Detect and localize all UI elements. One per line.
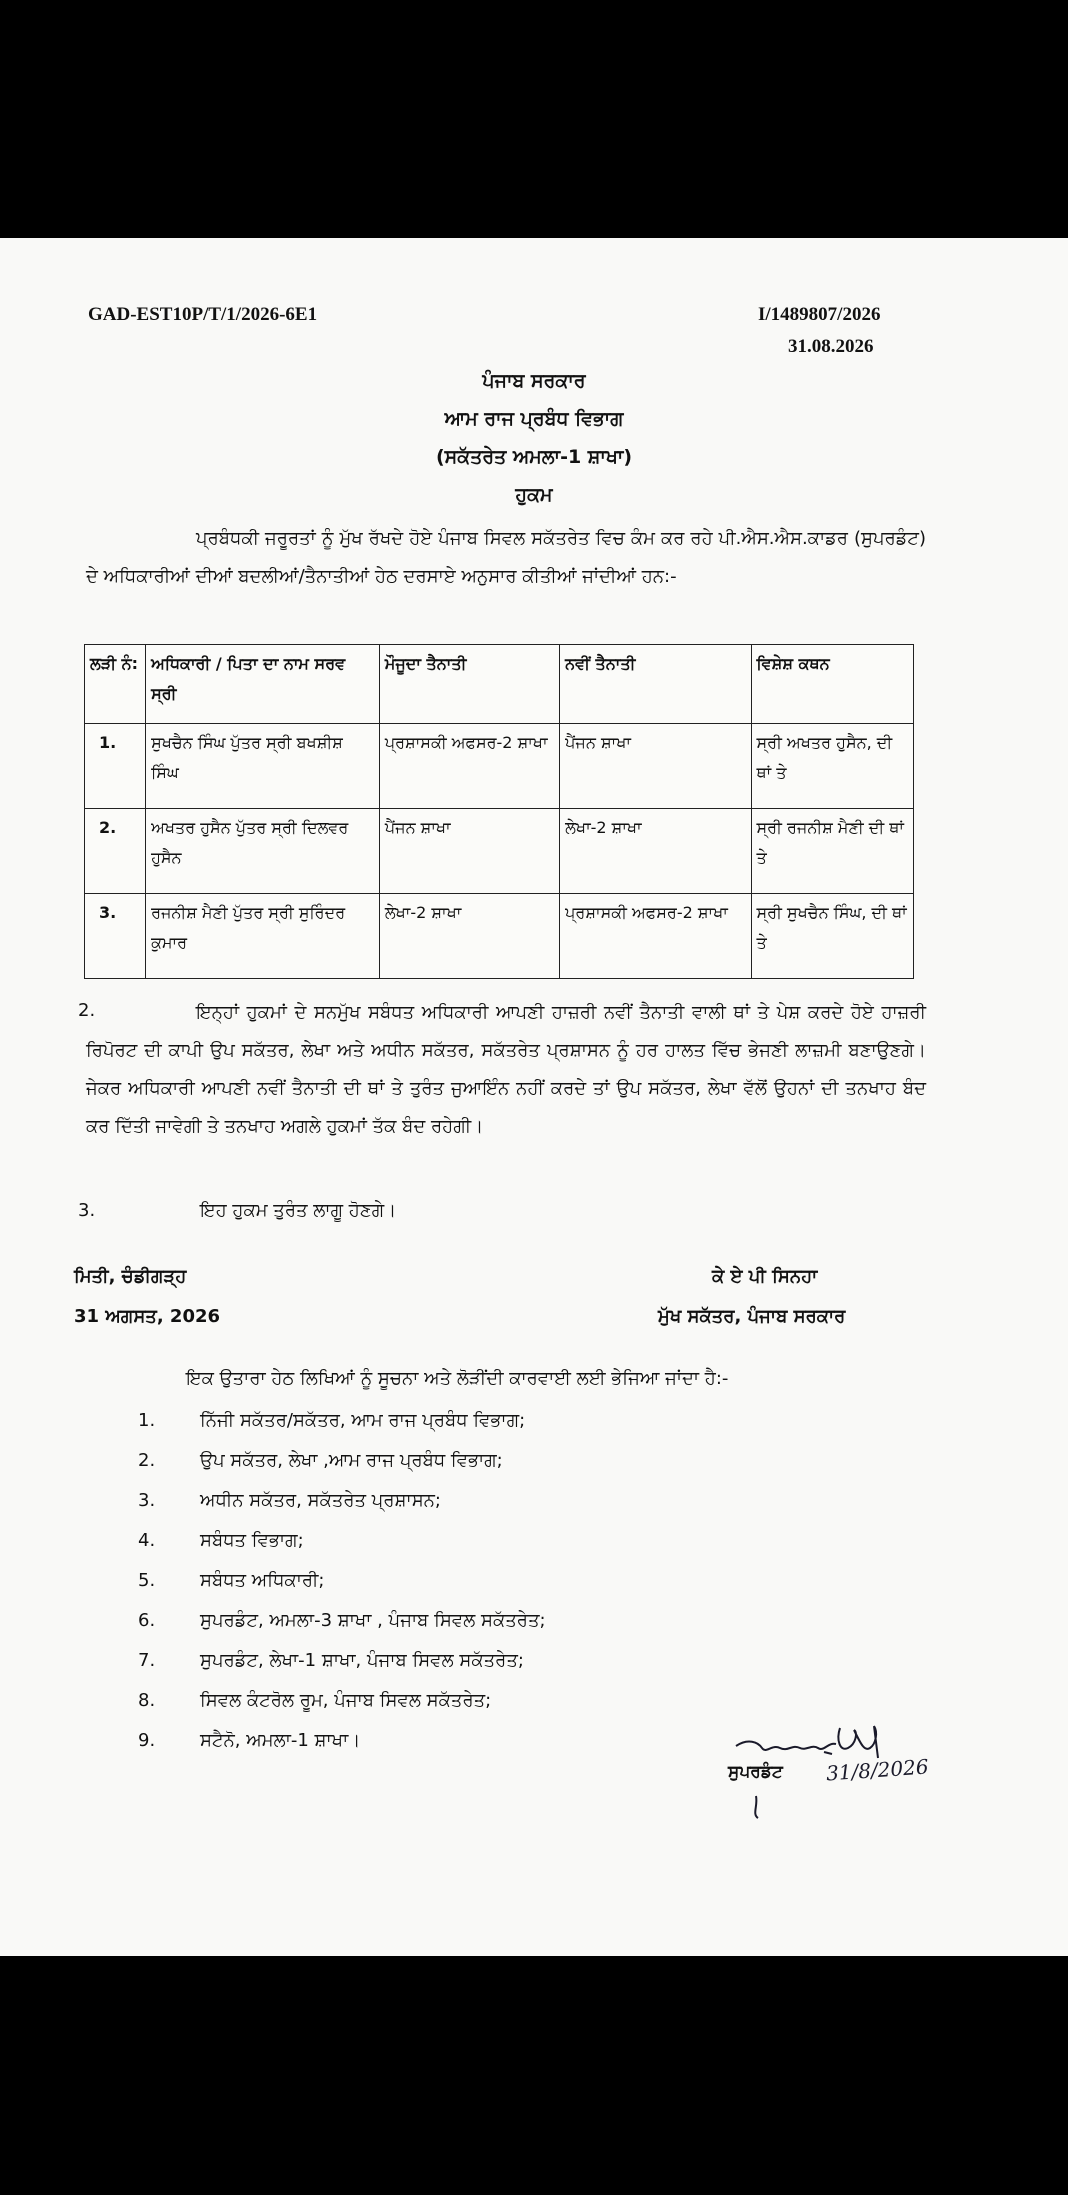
list-item-text: ਸਿਵਲ ਕੰਟਰੋਲ ਰੂਮ, ਪੰਜਾਬ ਸਿਵਲ ਸਕੱਤਰੇਤ; [200, 1690, 492, 1711]
issue-place: ਮਿਤੀ, ਚੰਡੀਗੜ੍ਹ [74, 1266, 187, 1287]
list-item [138, 1690, 491, 1711]
table-row [85, 809, 914, 894]
cell-officer: ਰਜਨੀਸ਼ ਮੈਣੀ ਪੁੱਤਰ ਸ੍ਰੀ ਸੁਰਿੰਦਰ ਕੁਮਾਰ [146, 894, 380, 979]
column-header-officer: ਅਧਿਕਾਰੀ / ਪਿਤਾ ਦਾ ਨਾਮ ਸਰਵ ਸ੍ਰੀ [146, 645, 380, 724]
cell-officer: ਸੁਖਚੈਨ ਸਿੰਘ ਪੁੱਤਰ ਸ੍ਰੀ ਬਖਸ਼ੀਸ਼ ਸਿੰਘ [146, 724, 380, 809]
list-item-number: 3. [138, 1490, 156, 1511]
list-item-text: ਸਟੈਨੋ, ਅਮਲਾ-1 ਸ਼ਾਖਾ। [200, 1730, 361, 1751]
cell-serial: 2. [85, 809, 146, 894]
list-item [138, 1730, 360, 1751]
list-item-text: ਉਪ ਸਕੱਤਰ, ਲੇਖਾ ,ਆਮ ਰਾਜ ਪ੍ਰਬੰਧ ਵਿਭਾਗ; [200, 1450, 503, 1471]
list-item-number: 9. [138, 1730, 156, 1751]
header-department: ਆਮ ਰਾਜ ਪ੍ਰਬੰਧ ਵਿਭਾਗ [444, 408, 624, 430]
list-item-text: ਨਿੱਜੀ ਸਕੱਤਰ/ਸਕੱਤਰ, ਆਮ ਰਾਜ ਪ੍ਰਬੰਧ ਵਿਭਾਗ; [200, 1410, 526, 1431]
list-item [138, 1570, 324, 1591]
signatory-title: ਮੁੱਖ ਸਕੱਤਰ, ਪੰਜਾਬ ਸਰਕਾਰ [658, 1306, 846, 1327]
file-number: GAD-EST10P/T/1/2026-6E1 [88, 304, 318, 325]
list-item-number: 6. [138, 1610, 156, 1631]
header-government: ਪੰਜਾਬ ਸਰਕਾਰ [482, 370, 586, 392]
copy-intro: ਇਕ ਉਤਾਰਾ ਹੇਠ ਲਿਖਿਆਂ ਨੂੰ ਸੂਚਨਾ ਅਤੇ ਲੋੜੀਂਦੀ ਕਾਰਵਾਈ ਲਈ ਭੇਜਿਆ ਜਾਂਦਾ ਹੈ:- [186, 1368, 729, 1389]
list-item-number: 7. [138, 1650, 156, 1671]
list-item [138, 1650, 524, 1671]
para-2-text: ਇਨ੍ਹਾਂ ਹੁਕਮਾਂ ਦੇ ਸਨਮੁੱਖ ਸਬੰਧਤ ਅਧਿਕਾਰੀ ਆਪਣੀ ਹਾਜ਼ਰੀ ਨਵੀਂ ਤੈਨਾਤੀ ਵਾਲੀ ਥਾਂ ਤੇ ਪੇਸ਼ ਕਰਦੇ ਹੋਏ ਹਾਜ਼ਰੀ ਰਿਪੋਰਟ ਦੀ ਕਾਪੀ ਉਪ ਸਕੱਤਰ, ਲੇਖਾ ਅਤੇ ਅਧੀਨ ਸਕੱਤਰ, ਸਕੱਤਰੇਤ ਪ੍ਰਸ਼ਾਸਨ ਨੂੰ ਹਰ ਹਾਲਤ ਵਿੱਚ ਭੇਜਣੀ ਲਾਜ਼ਮੀ ਬਣਾਉਣਗੇ। ਜੇਕਰ ਅਧਿਕਾਰੀ ਆਪਣੀ ਨਵੀਂ ਤੈਨਾਤੀ ਦੀ ਥਾਂ ਤੇ ਤੁਰੰਤ ਜੁਆਇੰਨ ਨਹੀਂ ਕਰਦੇ ਤਾਂ ਉਪ ਸਕੱਤਰ, ਲੇਖਾ ਵੱਲੋਂ ਉਹਨਾਂ ਦੀ ਤਨਖਾਹ ਬੰਦ ਕਰ ਦਿੱਤੀ ਜਾਵੇਗੀ ਤੇ ਤਨਖਾਹ ਅਗਲੇ ਹੁਕਮਾਂ ਤੱਕ ਬੰਦ ਰਹੇਗੀ। [86, 1002, 926, 1137]
cell-remarks: ਸ੍ਰੀ ਰਜਨੀਸ਼ ਮੈਣੀ ਦੀ ਥਾਂ ਤੇ [751, 809, 913, 894]
transfer-table [84, 644, 914, 979]
list-item-number: 4. [138, 1530, 156, 1551]
list-item-number: 1. [138, 1410, 156, 1431]
signature-caption: ਸੁਪਰਡੰਟ [728, 1762, 783, 1782]
list-item [138, 1410, 525, 1431]
cell-remarks: ਸ੍ਰੀ ਸੁਖਚੈਨ ਸਿੰਘ, ਦੀ ਥਾਂ ਤੇ [751, 894, 913, 979]
column-header-remarks: ਵਿਸ਼ੇਸ਼ ਕਥਨ [751, 645, 913, 724]
list-item-number: 2. [138, 1450, 156, 1471]
header-order-title: ਹੁਕਮ [515, 484, 553, 506]
cell-current-posting: ਪੈਂਜਨ ਸ਼ਾਖਾ [379, 809, 559, 894]
list-item-number: 8. [138, 1690, 156, 1711]
intro-paragraph: ਪ੍ਰਬੰਧਕੀ ਜਰੂਰਤਾਂ ਨੂੰ ਮੁੱਖ ਰੱਖਦੇ ਹੋਏ ਪੰਜਾਬ ਸਿਵਲ ਸਕੱਤਰੇਤ ਵਿਚ ਕੰਮ ਕਰ ਰਹੇ ਪੀ.ਐਸ.ਐਸ.ਕਾਡਰ (ਸੁਪਰਡੰਟ) ਦੇ ਅਧਿਕਾਰੀਆਂ ਦੀਆਂ ਬਦਲੀਆਂ/ਤੈਨਾਤੀਆਂ ਹੇਠ ਦਰਸਾਏ ਅਨੁਸਾਰ ਕੀਤੀਆਂ ਜਾਂਦੀਆਂ ਹਨ:- [86, 528, 926, 587]
cell-officer: ਅਖਤਰ ਹੁਸੈਨ ਪੁੱਤਰ ਸ੍ਰੀ ਦਿਲਵਰ ਹੁਸੈਨ [146, 809, 380, 894]
list-item [138, 1530, 304, 1551]
cell-remarks: ਸ੍ਰੀ ਅਖਤਰ ਹੁਸੈਨ, ਦੀ ਥਾਂ ਤੇ [751, 724, 913, 809]
signatory-name: ਕੇ ਏ ਪੀ ਸਿਨਹਾ [712, 1266, 818, 1287]
cell-new-posting: ਪ੍ਰਸ਼ਾਸਕੀ ਅਫਸਰ-2 ਸ਼ਾਖਾ [560, 894, 751, 979]
cell-new-posting: ਲੇਖਾ-2 ਸ਼ਾਖਾ [560, 809, 751, 894]
list-item [138, 1610, 546, 1631]
list-item-number: 5. [138, 1570, 156, 1591]
para-3-text: ਇਹ ਹੁਕਮ ਤੁਰੰਤ ਲਾਗੂ ਹੋਣਗੇ। [200, 1200, 397, 1221]
list-item-text: ਅਧੀਨ ਸਕੱਤਰ, ਸਕੱਤਰੇਤ ਪ੍ਰਸ਼ਾਸਨ; [200, 1490, 441, 1511]
document-page [0, 238, 1068, 1956]
column-header-new-posting: ਨਵੀਂ ਤੈਨਾਤੀ [560, 645, 751, 724]
column-header-current-posting: ਮੌਜੂਦਾ ਤੈਨਾਤੀ [379, 645, 559, 724]
table-header-row [85, 645, 914, 724]
cell-serial: 1. [85, 724, 146, 809]
table-row [85, 894, 914, 979]
cell-new-posting: ਪੈਂਜਨ ਸ਼ਾਖਾ [560, 724, 751, 809]
cell-serial: 3. [85, 894, 146, 979]
reference-number: I/1489807/2026 [758, 304, 881, 325]
para-2-number: 2. [78, 1000, 96, 1021]
header-branch: (ਸਕੱਤਰੇਤ ਅਮਲਾ-1 ਸ਼ਾਖਾ) [435, 446, 633, 468]
para-3-number: 3. [78, 1200, 96, 1221]
column-header-serial: ਲੜੀ ਨੰ: [85, 645, 146, 724]
list-item-text: ਸੁਪਰਡੰਟ, ਅਮਲਾ-3 ਸ਼ਾਖਾ , ਪੰਜਾਬ ਸਿਵਲ ਸਕੱਤਰੇਤ; [200, 1610, 546, 1631]
reference-date: 31.08.2026 [788, 336, 874, 357]
signature-date: 31/8/2026 [825, 1754, 930, 1786]
list-item [138, 1450, 503, 1471]
table-row [85, 724, 914, 809]
list-item-text: ਸਬੰਧਤ ਅਧਿਕਾਰੀ; [200, 1570, 325, 1591]
cell-current-posting: ਪ੍ਰਸ਼ਾਸਕੀ ਅਫਸਰ-2 ਸ਼ਾਖਾ [379, 724, 559, 809]
list-item-text: ਸੁਪਰਡੰਟ, ਲੇਖਾ-1 ਸ਼ਾਖਾ, ਪੰਜਾਬ ਸਿਵਲ ਸਕੱਤਰੇਤ; [200, 1650, 524, 1671]
cell-current-posting: ਲੇਖਾ-2 ਸ਼ਾਖਾ [379, 894, 559, 979]
issue-date: 31 ਅਗਸਤ, 2026 [74, 1306, 221, 1327]
list-item [138, 1490, 441, 1511]
list-item-text: ਸਬੰਧਤ ਵਿਭਾਗ; [200, 1530, 304, 1551]
